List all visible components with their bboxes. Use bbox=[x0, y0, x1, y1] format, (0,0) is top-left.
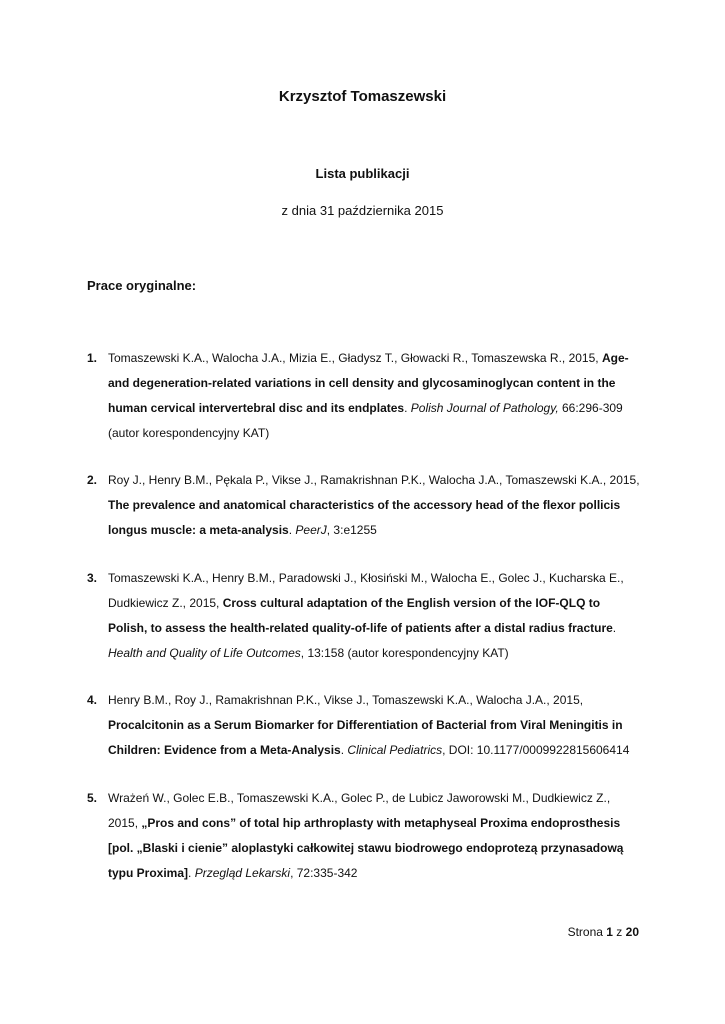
publication-separator: . bbox=[340, 743, 348, 757]
publication-authors: Henry B.M., Roy J., Ramakrishnan P.K., Vikse J., Tomaszewski K.A., Walocha J.A., 2015, bbox=[108, 693, 584, 707]
footer-prefix: Strona bbox=[567, 925, 607, 939]
publication-item bbox=[87, 786, 642, 886]
total-pages: 20 bbox=[625, 925, 639, 939]
publication-citation bbox=[108, 468, 642, 543]
publication-number: 3. bbox=[87, 571, 98, 585]
footer-middle: z bbox=[612, 925, 626, 939]
publication-separator: . bbox=[288, 523, 296, 537]
publication-details: 66:296-309 (autor korespondencyjny KAT) bbox=[108, 401, 623, 440]
publication-item bbox=[87, 346, 642, 446]
publication-citation bbox=[108, 786, 642, 886]
publication-title: Cross cultural adaptation of the English version of the IOF-QLQ to Polish, to assess the health-related quality-of-life of patients after a distal radius fracture bbox=[108, 596, 613, 635]
publication-details: , 13:158 (autor korespondencyjny KAT) bbox=[300, 646, 509, 660]
publication-title: Age-and degeneration-related variations in cell density and glycosaminoglycan content in the human cervical intervertebral disc and its endplates bbox=[108, 351, 629, 415]
publication-journal: Clinical Pediatrics bbox=[347, 743, 443, 757]
current-page-number: 1 bbox=[606, 925, 613, 939]
publication-title: „Pros and cons” of total hip arthroplasty with metaphyseal Proxima endoprosthesis [pol. „Blaski i cienie” aloplastyki całkowitej stawu biodrowego endoprotezą przynasadową typu Proxima] bbox=[108, 816, 624, 880]
publication-authors: Wrażeń W., Golec E.B., Tomaszewski K.A., Golec P., de Lubicz Jaworowski M., Dudkiewicz Z., 2015, bbox=[108, 791, 611, 830]
publication-details: , DOI: 10.1177/0009922815606414 bbox=[442, 743, 630, 757]
publication-number: 1. bbox=[87, 351, 98, 365]
section-heading: Prace oryginalne: bbox=[87, 278, 197, 293]
publication-details: , 3:e1255 bbox=[326, 523, 377, 537]
publication-journal: Przegląd Lekarski bbox=[194, 866, 291, 880]
publication-citation bbox=[108, 566, 642, 666]
publication-journal: Health and Quality of Life Outcomes bbox=[108, 646, 301, 660]
publication-separator: . bbox=[612, 621, 617, 635]
publication-journal: Polish Journal of Pathology, bbox=[410, 401, 559, 415]
publication-item bbox=[87, 468, 642, 543]
publication-authors: Tomaszewski K.A., Henry B.M., Paradowski J., Kłosiński M., Walocha E., Golec J., Kucharska E., Dudkiewicz Z., 2015, bbox=[108, 571, 624, 610]
publication-item bbox=[87, 566, 642, 666]
publication-number: 2. bbox=[87, 473, 98, 487]
publication-citation bbox=[108, 346, 642, 446]
page-footer bbox=[568, 925, 639, 939]
publication-separator: . bbox=[188, 866, 195, 880]
publication-item bbox=[87, 688, 642, 763]
publication-citation bbox=[108, 688, 642, 763]
publication-authors: Roy J., Henry B.M., Pękala P., Vikse J., Ramakrishnan P.K., Walocha J.A., Tomaszewski K.A., 2015, bbox=[108, 473, 640, 487]
publication-number: 4. bbox=[87, 693, 98, 707]
list-date: z dnia 31 października 2015 bbox=[281, 203, 444, 218]
author-name: Krzysztof Tomaszewski bbox=[278, 88, 447, 105]
publication-title: Procalcitonin as a Serum Biomarker for Differentiation of Bacterial from Viral Meningitis in Children: Evidence from a Meta-Analysis bbox=[108, 718, 623, 757]
publication-journal: PeerJ bbox=[295, 523, 327, 537]
publication-details: , 72:335-342 bbox=[290, 866, 358, 880]
publication-separator: . bbox=[404, 401, 411, 415]
publication-number: 5. bbox=[87, 791, 98, 805]
list-title: Lista publikacji bbox=[315, 166, 410, 181]
publication-title: The prevalence and anatomical characteristics of the accessory head of the flexor pollicis longus muscle: a meta-analysis bbox=[108, 498, 621, 537]
publication-authors: Tomaszewski K.A., Walocha J.A., Mizia E., Gładysz T., Głowacki R., Tomaszewska R., 2015, bbox=[108, 351, 602, 365]
